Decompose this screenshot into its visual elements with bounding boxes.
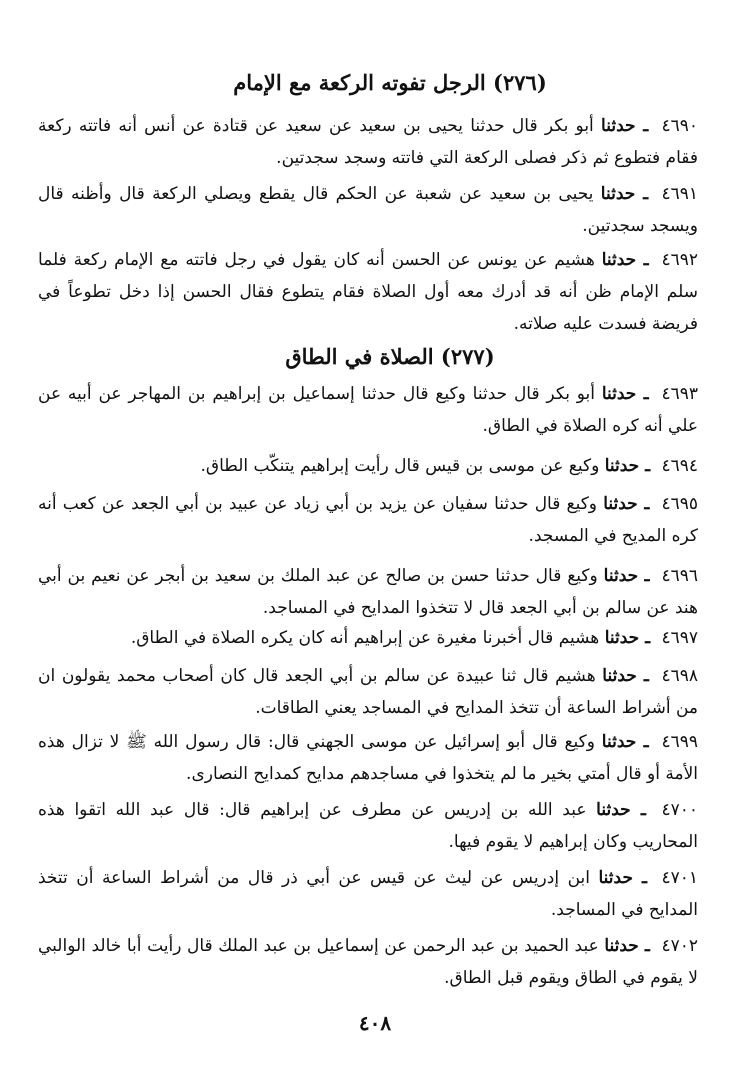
hadith-entry xyxy=(38,110,698,174)
hadith-number: ٤٧٠١ xyxy=(661,868,699,888)
hadith-entry xyxy=(38,622,698,654)
section-heading: (٢٧٦) الرجل تفوته الركعة مع الإمام xyxy=(233,70,547,95)
hadith-text: هشيم قال ثنا عبيدة عن سالم بن أبي الجعد قال كان أصحاب محمد يقولون ان من أشراط الساعة أن تتخذ المدايح في المساجد يعني الطاقات. xyxy=(38,666,698,718)
hadith-text: عبد الله بن إدريس عن مطرف عن إبراهيم قال: قال عبد الله اتقوا هذه المحاريب وكان إبراهيم لا يقوم فيها. xyxy=(38,800,698,852)
hadith-number: ٤٦٩٢ xyxy=(661,250,698,270)
hadith-number: ٤٦٩٧ xyxy=(661,628,698,648)
hadith-text: وكيع قال حدثنا حسن بن صالح عن عبد الملك بن سعيد بن أبجر عن نعيم بن أبي هند عن سالم بن أبي الجعد قال لا تتخذوا المدايح في المساجد. xyxy=(38,566,698,618)
hadith-number: ٤٦٩٣ xyxy=(661,384,698,404)
hadith-lead: ـ حدثنا xyxy=(601,250,649,270)
hadith-text: عبد الحميد بن عبد الرحمن عن إسماعيل بن عبد الملك قال رأيت أبا خالد الوالبي لا يقوم في الطاق ويقوم قبل الطاق. xyxy=(38,936,698,988)
hadith-entry xyxy=(38,178,698,242)
hadith-entry xyxy=(38,930,698,994)
hadith-entry xyxy=(38,862,698,926)
hadith-entry xyxy=(38,378,698,442)
hadith-number: ٤٦٩٦ xyxy=(661,566,698,586)
hadith-text: وكيع قال أبو إسرائيل عن موسى الجهني قال: قال رسول الله ﷺ لا تزال هذه الأمة أو قال أمتي بخير ما لم يتخذوا في مساجدهم مدايح كمدايح النصارى. xyxy=(38,732,698,784)
hadith-number: ٤٦٩٥ xyxy=(661,494,699,514)
hadith-number: ٤٧٠٠ xyxy=(661,800,699,820)
hadith-lead: ـ حدثنا xyxy=(603,494,650,514)
hadith-text: أبو بكر قال حدثنا يحيى بن سعيد عن سعيد عن قتادة عن أنس أنه فاتته ركعة فقام فتطوع ثم ذكر فصلى الركعة التي فاتته وسجد سجدتين. xyxy=(38,116,698,168)
hadith-text: وكيع قال حدثنا سفيان عن يزيد بن أبي زياد عن عبيد بن أبي الجعد عن كعب أنه كره المديح في المسجد. xyxy=(38,494,698,546)
hadith-number: ٤٧٠٢ xyxy=(661,936,698,956)
hadith-text: يحيى بن سعيد عن شعبة عن الحكم قال يقطع ويصلي الركعة قال وأظنه قال ويسجد سجدتين. xyxy=(38,184,698,236)
hadith-text: ابن إدريس عن ليث عن قيس عن أبي ذر قال من أشراط الساعة أن تتخذ المدايح في المساجد. xyxy=(38,868,698,920)
hadith-lead: ـ حدثنا xyxy=(596,800,646,820)
hadith-lead: ـ حدثنا xyxy=(601,116,649,136)
hadith-lead: ـ حدثنا xyxy=(600,184,649,204)
hadith-number: ٤٦٩٨ xyxy=(661,666,698,686)
hadith-lead: ـ حدثنا xyxy=(604,628,651,648)
hadith-entry xyxy=(38,488,698,552)
hadith-lead: ـ حدثنا xyxy=(603,566,650,586)
hadith-number: ٤٦٩١ xyxy=(661,184,698,204)
hadith-entry xyxy=(38,450,698,482)
section-heading: (٢٧٧) الصلاة في الطاق xyxy=(285,344,495,369)
hadith-entry xyxy=(38,244,698,340)
hadith-lead: ـ حدثنا xyxy=(604,456,651,476)
page-number: ٤٠٨ xyxy=(358,1011,392,1035)
hadith-lead: ـ حدثنا xyxy=(598,868,647,888)
hadith-entry xyxy=(38,794,698,858)
hadith-entry xyxy=(38,726,698,790)
hadith-text: هشيم قال أخبرنا مغيرة عن إبراهيم أنه كان يكره الصلاة في الطاق. xyxy=(130,628,600,648)
hadith-text: هشيم عن يونس عن الحسن أنه كان يقول في رجل فاتته مع الإمام ركعة فلما سلم الإمام ظن أنه قد أدرك معه أول الصلاة فقام يتطوع فقال الحسن إذا دخل تطوعاً في فريضة فسدت عليه صلاته. xyxy=(38,250,698,334)
hadith-lead: ـ حدثنا xyxy=(601,384,649,404)
hadith-lead: ـ حدثنا xyxy=(602,666,649,686)
hadith-lead: ـ حدثنا xyxy=(601,732,649,752)
hadith-text: وكيع عن موسى بن قيس قال رأيت إبراهيم يتنكّب الطاق. xyxy=(200,456,600,476)
hadith-number: ٤٦٩٩ xyxy=(661,732,699,752)
hadith-number: ٤٦٩٠ xyxy=(661,116,698,136)
hadith-entry xyxy=(38,560,698,624)
hadith-entry xyxy=(38,660,698,724)
hadith-number: ٤٦٩٤ xyxy=(661,456,698,476)
hadith-lead: ـ حدثنا xyxy=(604,936,650,956)
hadith-text: أبو بكر قال حدثنا وكيع قال حدثنا إسماعيل بن إبراهيم بن المهاجر عن أبيه عن علي أنه كره الصلاة في الطاق. xyxy=(38,384,698,436)
